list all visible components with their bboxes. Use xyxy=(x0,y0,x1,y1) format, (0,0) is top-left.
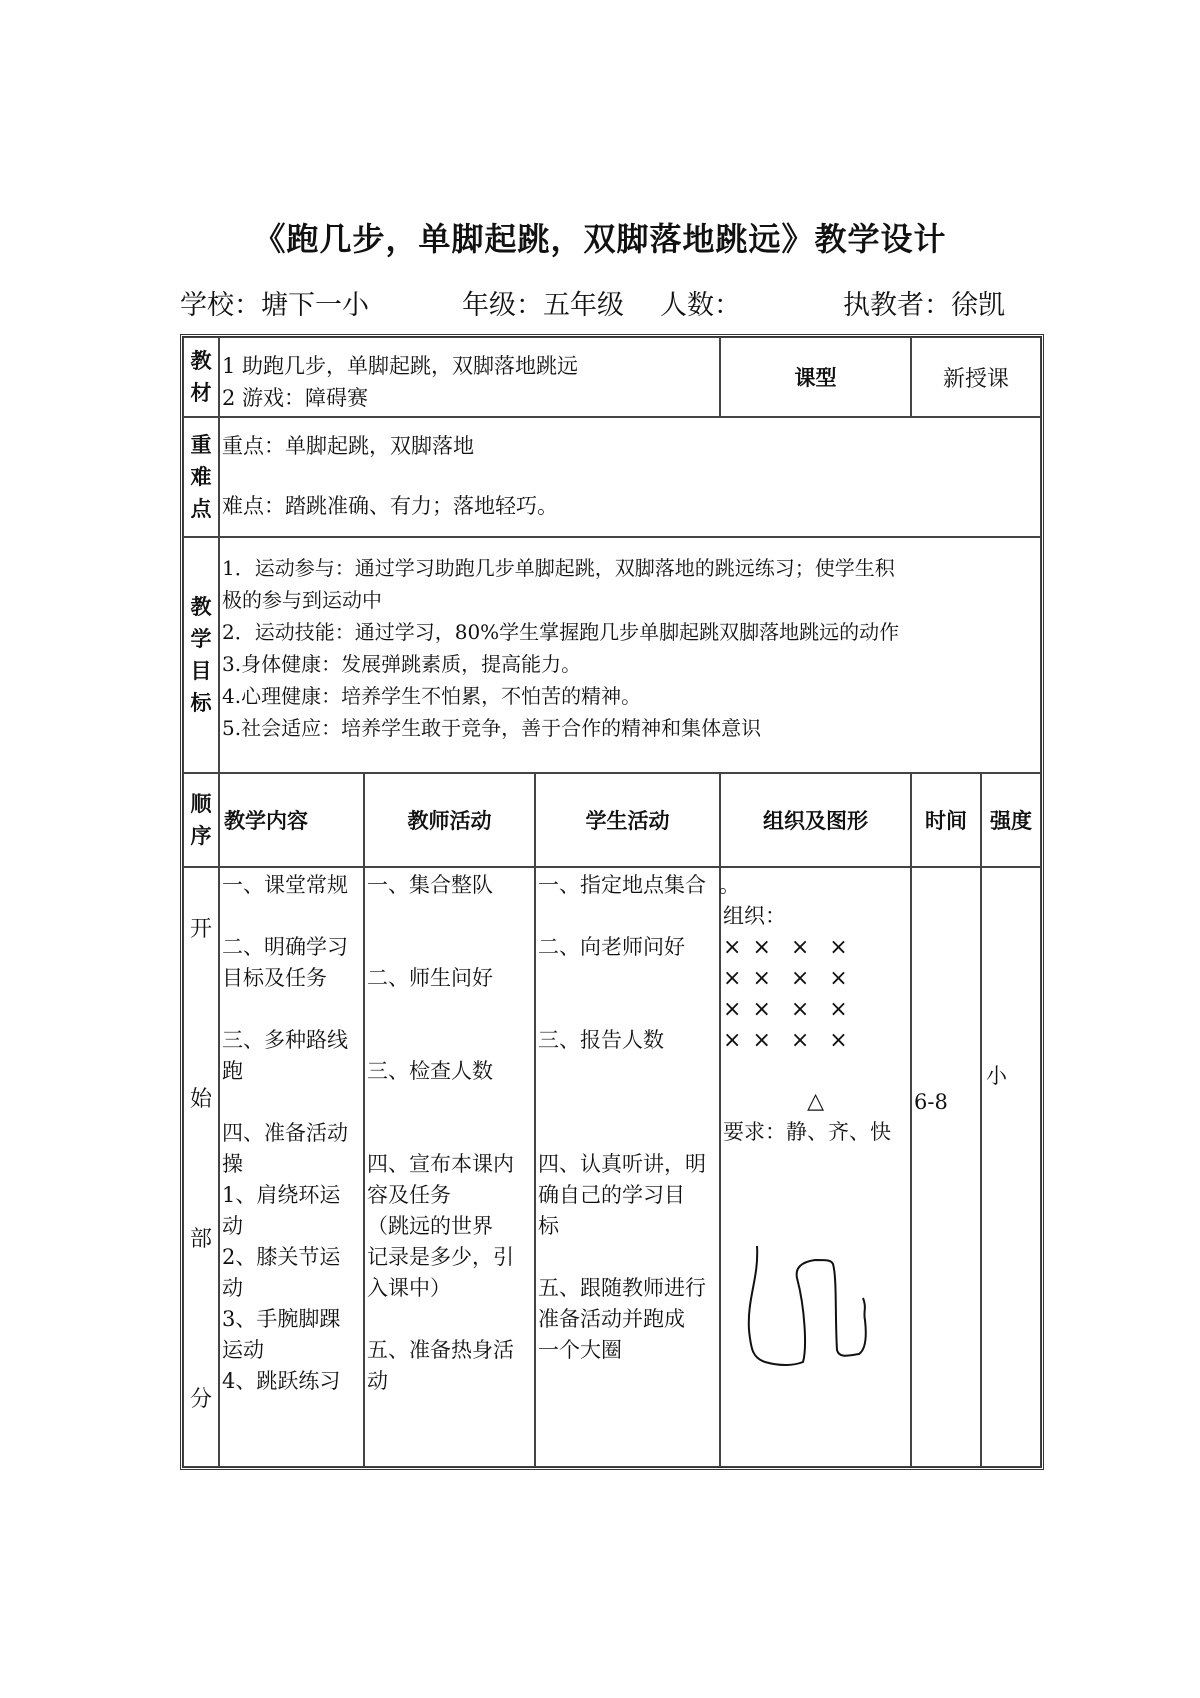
content-line: 二、明确学习 xyxy=(222,935,348,959)
objective-line: 3.身体健康：发展弹跳素质，提高能力。 xyxy=(222,652,582,676)
content-line xyxy=(222,994,361,1025)
opening-intensity: 小 xyxy=(981,867,1041,1467)
student-activity-line xyxy=(538,1056,717,1087)
objectives-row xyxy=(183,537,1041,773)
header-content: 教学内容 xyxy=(219,773,364,867)
student-activity-line xyxy=(538,1118,717,1149)
objective-line: 极的参与到运动中 xyxy=(222,588,382,612)
student-activity-line xyxy=(538,901,717,932)
material-line-1: 1 助跑几步，单脚起跳，双脚落地跳远 xyxy=(222,354,579,378)
student-activity-line: 五、跟随教师进行 xyxy=(538,1276,706,1300)
org-label: 组织： xyxy=(723,904,787,928)
objective-line: 4.心理健康：培养学生不怕累，不怕苦的精神。 xyxy=(222,684,642,708)
content-line: 操 xyxy=(222,1152,243,1176)
teacher-info: 执教者：徐凯 xyxy=(843,290,1005,321)
objectives-content xyxy=(219,537,1041,773)
teacher-activity-line: 四、宣布本课内 xyxy=(367,1152,514,1176)
teacher-activity-line: 容及任务 xyxy=(367,1183,451,1207)
content-line: 目标及任务 xyxy=(222,966,327,990)
opening-student xyxy=(535,867,720,1467)
content-line: 跑 xyxy=(222,1059,243,1083)
objective-line: 5.社会适应：培养学生敢于竞争，善于合作的精神和集体意识 xyxy=(222,716,762,740)
opening-content xyxy=(219,867,364,1467)
teacher-activity-line xyxy=(367,1118,532,1149)
teacher-activity-line: 记录是多少，引 xyxy=(367,1245,514,1269)
teacher-activity-line xyxy=(367,1304,532,1335)
content-line: 三、多种路线 xyxy=(222,1028,348,1052)
material-label: 教材 xyxy=(183,337,219,417)
student-activity-line: 准备活动并跑成 xyxy=(538,1307,685,1331)
header-intensity: 强度 xyxy=(981,773,1041,867)
difficult-point: 难点：踏跳准确、有力；落地轻巧。 xyxy=(222,494,558,518)
student-activity-line: 三、报告人数 xyxy=(538,1028,664,1052)
content-line: 运动 xyxy=(222,1338,264,1362)
grade-info: 年级：五年级 xyxy=(462,290,624,321)
student-formation xyxy=(723,932,908,1056)
info-line xyxy=(180,283,1020,323)
content-line xyxy=(222,901,361,932)
lesson-plan-table xyxy=(180,334,1044,1470)
content-line: 一、课堂常规 xyxy=(222,873,348,897)
student-activity-line xyxy=(538,963,717,994)
student-activity-line: 一、指定地点集合 xyxy=(538,873,706,897)
objective-line: 2．运动技能：通过学习，80%学生掌握跑几步单脚起跳双脚落地跳远的动作 xyxy=(222,620,900,644)
student-activity-line: 确自己的学习目 xyxy=(538,1183,685,1207)
org-requirement: 要求：静、齐、快 xyxy=(723,1120,892,1144)
teacher-activity-line xyxy=(367,932,532,963)
school-info: 学校：塘下一小 xyxy=(180,290,369,321)
column-header-row xyxy=(183,773,1041,867)
teacher-activity-line xyxy=(367,994,532,1025)
header-order: 顺序 xyxy=(183,773,219,867)
teacher-activity-line xyxy=(367,901,532,932)
org-dot: 。 xyxy=(719,873,741,897)
material-content xyxy=(219,337,720,417)
lesson-type-label: 课型 xyxy=(720,337,911,417)
student-count-info: 人数： xyxy=(660,290,741,321)
keypoints-label: 重难点 xyxy=(183,417,219,537)
header-time: 时间 xyxy=(911,773,981,867)
teacher-activity-line xyxy=(367,1025,532,1056)
content-line: 2、膝关节运 xyxy=(222,1245,341,1269)
content-line: 动 xyxy=(222,1276,243,1300)
teacher-activity-line: 五、准备热身活 xyxy=(367,1338,514,1362)
teacher-activity-line: （跳远的世界 xyxy=(367,1214,493,1238)
opening-char-1: 开 xyxy=(189,917,212,942)
student-activity-line xyxy=(538,1087,717,1118)
opening-section-row xyxy=(183,867,1041,1467)
material-row xyxy=(183,337,1041,417)
student-activity-line: 二、向老师问好 xyxy=(538,935,685,959)
header-teacher: 教师活动 xyxy=(364,773,535,867)
teacher-activity-line: 三、检查人数 xyxy=(367,1059,493,1083)
opening-time: 6-8 xyxy=(911,867,981,1467)
teacher-activity-line: 一、集合整队 xyxy=(367,873,493,897)
student-activity-line: 一个大圈 xyxy=(538,1338,622,1362)
key-point: 重点：单脚起跳，双脚落地 xyxy=(222,434,474,458)
opening-label xyxy=(183,867,219,1467)
keypoints-row xyxy=(183,417,1041,537)
formation-row: × × × × xyxy=(723,966,850,991)
opening-char-3: 部 xyxy=(189,1227,212,1252)
student-activity-line xyxy=(538,994,717,1025)
material-line-2: 2 游戏：障碍赛 xyxy=(222,386,369,410)
teacher-triangle-icon: △ xyxy=(807,1089,824,1114)
header-student: 学生活动 xyxy=(535,773,720,867)
teacher-activity-line: 动 xyxy=(367,1369,388,1393)
formation-row: × × × × xyxy=(723,997,850,1022)
content-line: 四、准备活动 xyxy=(222,1121,348,1145)
opening-teacher xyxy=(364,867,535,1467)
formation-row: × × × × xyxy=(723,935,850,960)
content-line xyxy=(222,1087,361,1118)
page-title: 《跑几步，单脚起跳，双脚落地跳远》教学设计 xyxy=(253,220,947,258)
running-route-sketch xyxy=(735,1238,885,1388)
keypoints-content xyxy=(219,417,1041,537)
objectives-label: 教学目标 xyxy=(183,537,219,773)
teacher-activity-line: 入课中） xyxy=(367,1276,451,1300)
content-line: 1、肩绕环运 xyxy=(222,1183,341,1207)
student-activity-line xyxy=(538,1242,717,1273)
header-org: 组织及图形 xyxy=(720,773,911,867)
teacher-activity-line: 二、师生问好 xyxy=(367,966,493,990)
content-line: 3、手腕脚踝 xyxy=(222,1307,341,1331)
student-activity-line: 四、认真听讲，明 xyxy=(538,1152,706,1176)
teacher-activity-line xyxy=(367,1087,532,1118)
lesson-type-value: 新授课 xyxy=(911,337,1041,417)
content-line: 4、跳跃练习 xyxy=(222,1369,341,1393)
opening-organization xyxy=(720,867,911,1467)
objective-line: 1．运动参与：通过学习助跑几步单脚起跳，双脚落地的跳远练习；使学生积 xyxy=(222,556,895,580)
student-activity-line: 标 xyxy=(538,1214,559,1238)
opening-char-4: 分 xyxy=(189,1387,212,1412)
content-line: 动 xyxy=(222,1214,243,1238)
formation-row: × × × × xyxy=(723,1028,850,1053)
opening-char-2: 始 xyxy=(189,1087,212,1112)
